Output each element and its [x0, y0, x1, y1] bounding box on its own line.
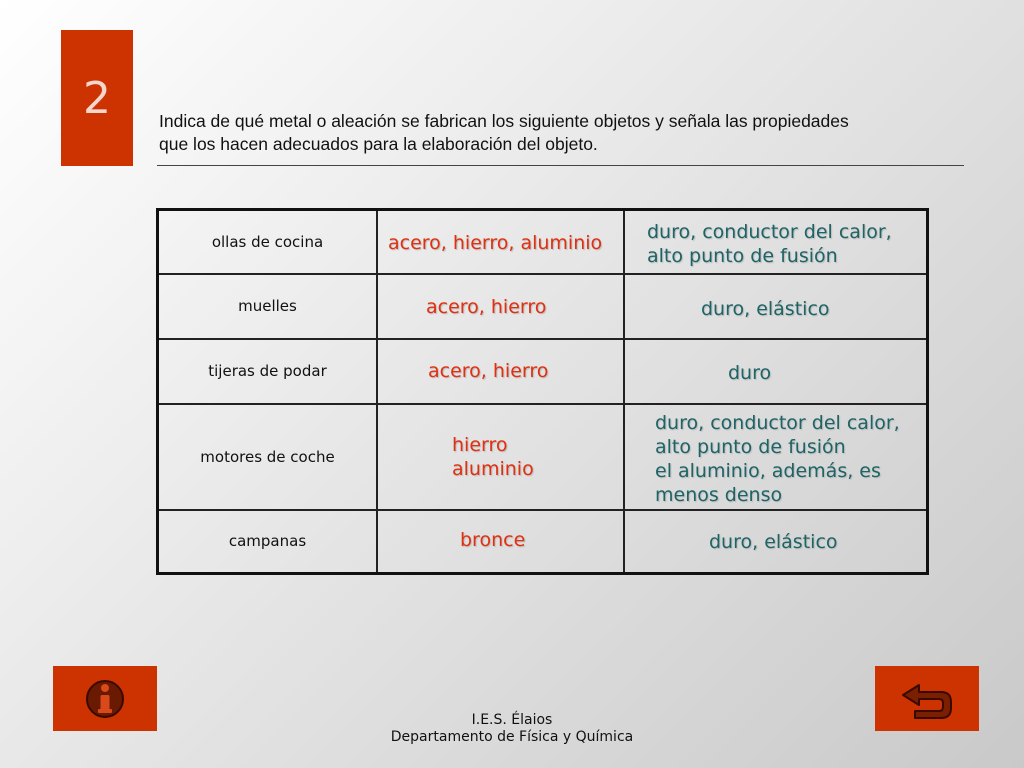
slide-number: 2	[83, 72, 111, 124]
metal-cell	[377, 339, 624, 404]
object-cell: muelles	[158, 274, 378, 339]
info-button[interactable]	[53, 666, 157, 731]
table-row	[158, 274, 928, 339]
table-row	[158, 210, 928, 274]
slide-number-box	[61, 30, 133, 166]
properties-answer: duro	[728, 361, 772, 384]
properties-cell	[624, 404, 928, 510]
metal-cell	[377, 510, 624, 574]
instruction-text	[159, 110, 959, 156]
properties-answer: duro, elástico	[709, 530, 838, 553]
metal-answer: acero, hierro, aluminio	[388, 232, 603, 254]
instruction-line-1: Indica de qué metal o aleación se fabrican los siguiente objetos y señala las propiedades	[159, 111, 849, 131]
object-cell: campanas	[158, 510, 378, 574]
metal-cell	[377, 210, 624, 274]
metal-cell	[377, 274, 624, 339]
footer-school: I.E.S. Élaios	[471, 712, 553, 728]
metals-table	[156, 208, 929, 575]
metal-answer: bronce	[460, 528, 526, 551]
table-row	[158, 510, 928, 574]
divider	[157, 165, 964, 166]
properties-answer: duro, conductor del calor, alto punto de fusión el aluminio, además, es menos denso	[655, 411, 900, 506]
metal-answer: acero, hierro	[426, 295, 547, 318]
properties-cell	[624, 510, 928, 574]
metal-answer: acero, hierro	[428, 359, 549, 382]
metal-answer: hierro aluminio	[452, 433, 534, 480]
metal-cell	[377, 404, 624, 510]
properties-answer: duro, elástico	[701, 297, 830, 320]
info-icon	[85, 674, 125, 724]
properties-answer: duro, conductor del calor, alto punto de fusión	[647, 221, 892, 267]
object-cell: ollas de cocina	[158, 210, 378, 274]
object-cell: tijeras de podar	[158, 339, 378, 404]
return-arrow-icon	[899, 677, 955, 721]
properties-cell	[624, 210, 928, 274]
footer	[312, 712, 712, 746]
instruction-line-2: que los hacen adecuados para la elaboración del objeto.	[159, 134, 598, 154]
return-button[interactable]	[875, 666, 979, 731]
table-row	[158, 339, 928, 404]
properties-cell	[624, 339, 928, 404]
footer-department: Departamento de Física y Química	[390, 729, 634, 745]
table-row	[158, 404, 928, 510]
properties-cell	[624, 274, 928, 339]
object-cell: motores de coche	[158, 404, 378, 510]
